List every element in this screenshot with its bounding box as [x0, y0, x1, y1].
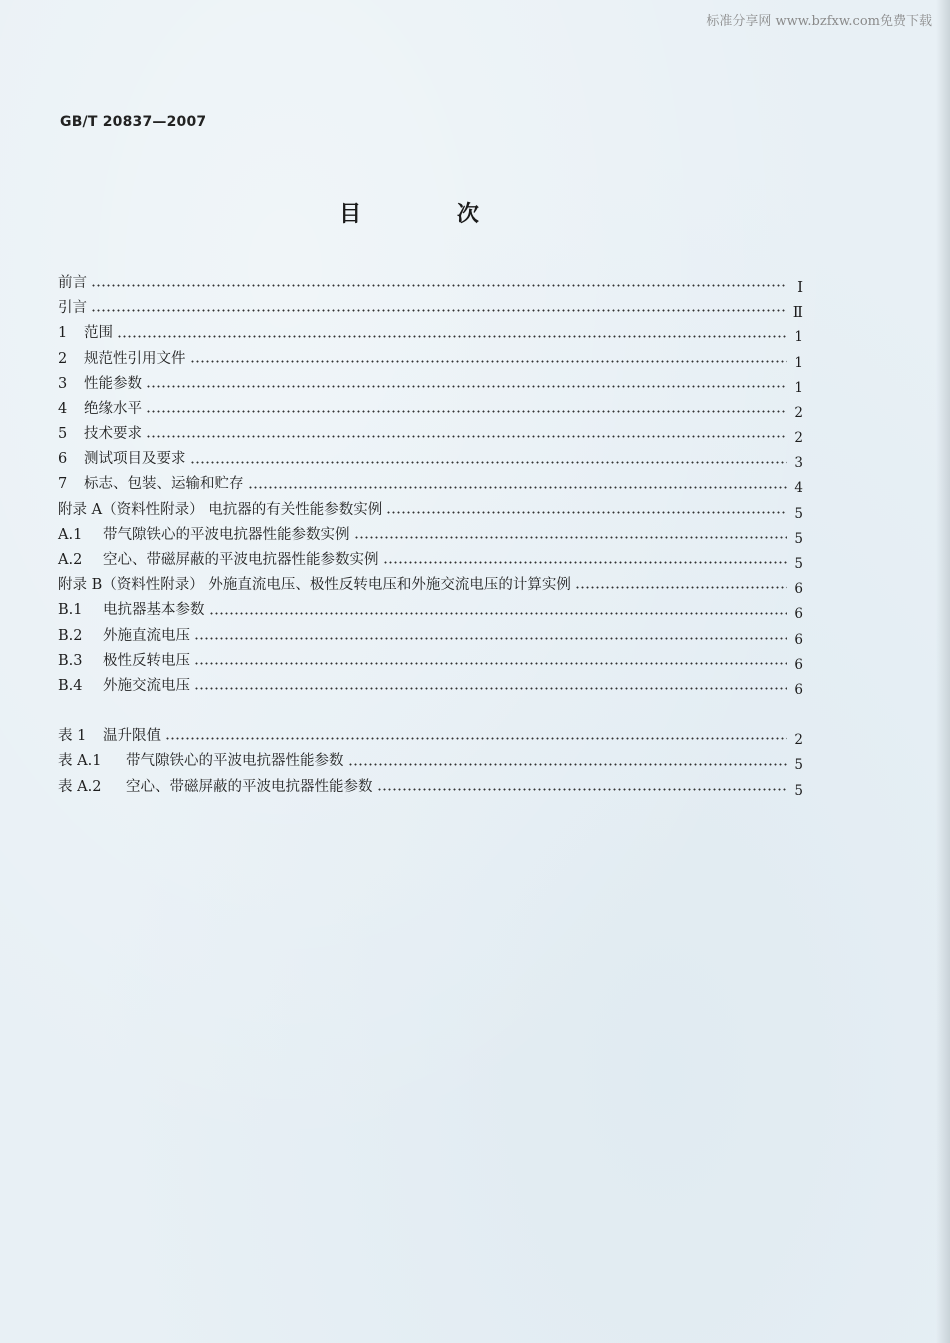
toc-entry-number: 3	[58, 375, 68, 392]
dot-leader	[383, 559, 788, 566]
dot-leader	[190, 358, 788, 365]
dot-leader	[575, 584, 787, 591]
dot-leader	[194, 685, 787, 692]
toc-entry-label: 技术要求	[84, 426, 142, 443]
toc-entry-b2[interactable]	[58, 624, 803, 649]
toc-entry-label: 温升限值	[103, 728, 161, 745]
toc-entry-label: 带气隙铁心的平波电抗器性能参数实例	[103, 526, 350, 543]
toc-entry-page: 6	[794, 656, 803, 673]
toc-entry-label: 外施直流电压	[103, 627, 190, 644]
toc-entry-page: 5	[794, 782, 803, 799]
toc-entry-page: 6	[794, 631, 803, 648]
toc-table-entry-a1[interactable]	[58, 749, 803, 774]
toc-entry-label: 性能参数	[84, 375, 142, 392]
dot-leader	[117, 333, 787, 340]
dot-leader	[190, 459, 788, 466]
toc-entry-normative-references[interactable]	[58, 347, 803, 372]
toc-entry-label: 绝缘水平	[84, 400, 142, 417]
toc-entry-page: 1	[794, 354, 803, 371]
toc-entry-number: B.4	[58, 677, 83, 694]
toc-entry-b1[interactable]	[58, 598, 803, 623]
dot-leader	[91, 307, 787, 314]
toc-entry-annex-b[interactable]	[58, 573, 803, 598]
toc-entry-page: 1	[794, 329, 803, 346]
toc-entry-label: 测试项目及要求	[84, 451, 186, 468]
toc-entry-label: 范围	[84, 325, 113, 342]
toc-title: 目 次	[339, 202, 523, 227]
toc-entry-label: 引言	[58, 300, 87, 317]
dot-leader	[194, 635, 787, 642]
toc-entry-label: 规范性引用文件	[84, 350, 186, 367]
toc-entry-number: B.1	[58, 602, 83, 619]
toc-entry-page: 6	[794, 681, 803, 698]
toc-entry-page: 6	[794, 606, 803, 623]
toc-entry-label: 空心、带磁屏蔽的平波电抗器性能参数实例	[103, 552, 379, 569]
toc-entry-label: 附录 B（资料性附录） 外施直流电压、极性反转电压和外施交流电压的计算实例	[58, 577, 571, 594]
dot-leader	[377, 786, 788, 793]
toc-entry-marking-packaging[interactable]	[58, 473, 803, 498]
toc-entry-page: 4	[794, 480, 803, 497]
dot-leader	[146, 433, 787, 440]
watermark-text: 标准分享网 www.bzfxw.com免费下载	[706, 14, 932, 29]
toc-entry-label: 空心、带磁屏蔽的平波电抗器性能参数	[126, 778, 373, 795]
toc-entry-number: 表 A.2	[58, 778, 102, 795]
toc-entry-page: 5	[794, 757, 803, 774]
dot-leader	[386, 509, 787, 516]
toc-entry-page: 6	[794, 581, 803, 598]
toc-entry-label: 标志、包装、运输和贮存	[84, 476, 244, 493]
toc-entry-label: 电抗器基本参数	[103, 602, 205, 619]
toc-entry-a2[interactable]	[58, 548, 803, 573]
toc-entry-number: 2	[58, 350, 68, 367]
toc-entry-number: 4	[58, 400, 68, 417]
toc-table-entry-1[interactable]	[58, 724, 803, 749]
toc-entry-page: 2	[794, 430, 803, 447]
toc-entry-insulation-level[interactable]	[58, 397, 803, 422]
dot-leader	[146, 383, 787, 390]
toc-entry-test-items[interactable]	[58, 447, 803, 472]
toc-table-entry-a2[interactable]	[58, 775, 803, 800]
dot-leader	[354, 534, 788, 541]
toc-entry-technical-requirements[interactable]	[58, 422, 803, 447]
dot-leader	[146, 408, 787, 415]
toc-entry-page: Ⅰ	[797, 277, 803, 296]
toc-entry-label: 前言	[58, 274, 87, 291]
toc-entry-label: 带气隙铁心的平波电抗器性能参数	[126, 753, 344, 770]
toc-entry-page: 5	[794, 556, 803, 573]
toc-entry-number: 5	[58, 426, 68, 443]
toc-entry-page: 1	[794, 379, 803, 396]
toc-entry-number: B.2	[58, 627, 83, 644]
toc-entry-number: 表 A.1	[58, 753, 102, 770]
standard-code: GB/T 20837—2007	[60, 114, 207, 130]
toc-entry-b4[interactable]	[58, 674, 803, 699]
toc-entry-performance-parameters[interactable]	[58, 372, 803, 397]
toc-entry-annex-a[interactable]	[58, 498, 803, 523]
toc-entry-page: Ⅱ	[792, 303, 803, 322]
dot-leader	[209, 610, 788, 617]
dot-leader	[348, 761, 788, 768]
section-gap	[58, 699, 803, 724]
toc-entry-scope[interactable]	[58, 321, 803, 346]
toc-entry-a1[interactable]	[58, 523, 803, 548]
toc-entry-number: 表 1	[58, 728, 87, 745]
table-of-contents	[58, 271, 803, 800]
dot-leader	[194, 660, 787, 667]
toc-entry-page: 2	[794, 404, 803, 421]
toc-entry-number: 7	[58, 476, 68, 493]
dot-leader	[91, 282, 787, 289]
scan-edge-shadow	[936, 0, 950, 1343]
toc-entry-page: 5	[794, 505, 803, 522]
toc-entry-introduction[interactable]	[58, 296, 803, 321]
toc-entry-foreword[interactable]	[58, 271, 803, 296]
toc-entry-label: 外施交流电压	[103, 677, 190, 694]
toc-entry-number: 1	[58, 325, 68, 342]
toc-entry-page: 3	[794, 455, 803, 472]
toc-entry-label: 附录 A（资料性附录） 电抗器的有关性能参数实例	[58, 501, 383, 518]
dot-leader	[248, 484, 788, 491]
toc-entry-page: 5	[794, 530, 803, 547]
toc-entry-number: B.3	[58, 652, 83, 669]
toc-entry-page: 2	[794, 732, 803, 749]
toc-entry-number: A.2	[58, 552, 83, 569]
toc-entry-label: 极性反转电压	[103, 652, 190, 669]
dot-leader	[165, 735, 787, 742]
toc-entry-number: A.1	[58, 526, 83, 543]
toc-entry-b3[interactable]	[58, 649, 803, 674]
toc-entry-number: 6	[58, 451, 68, 468]
